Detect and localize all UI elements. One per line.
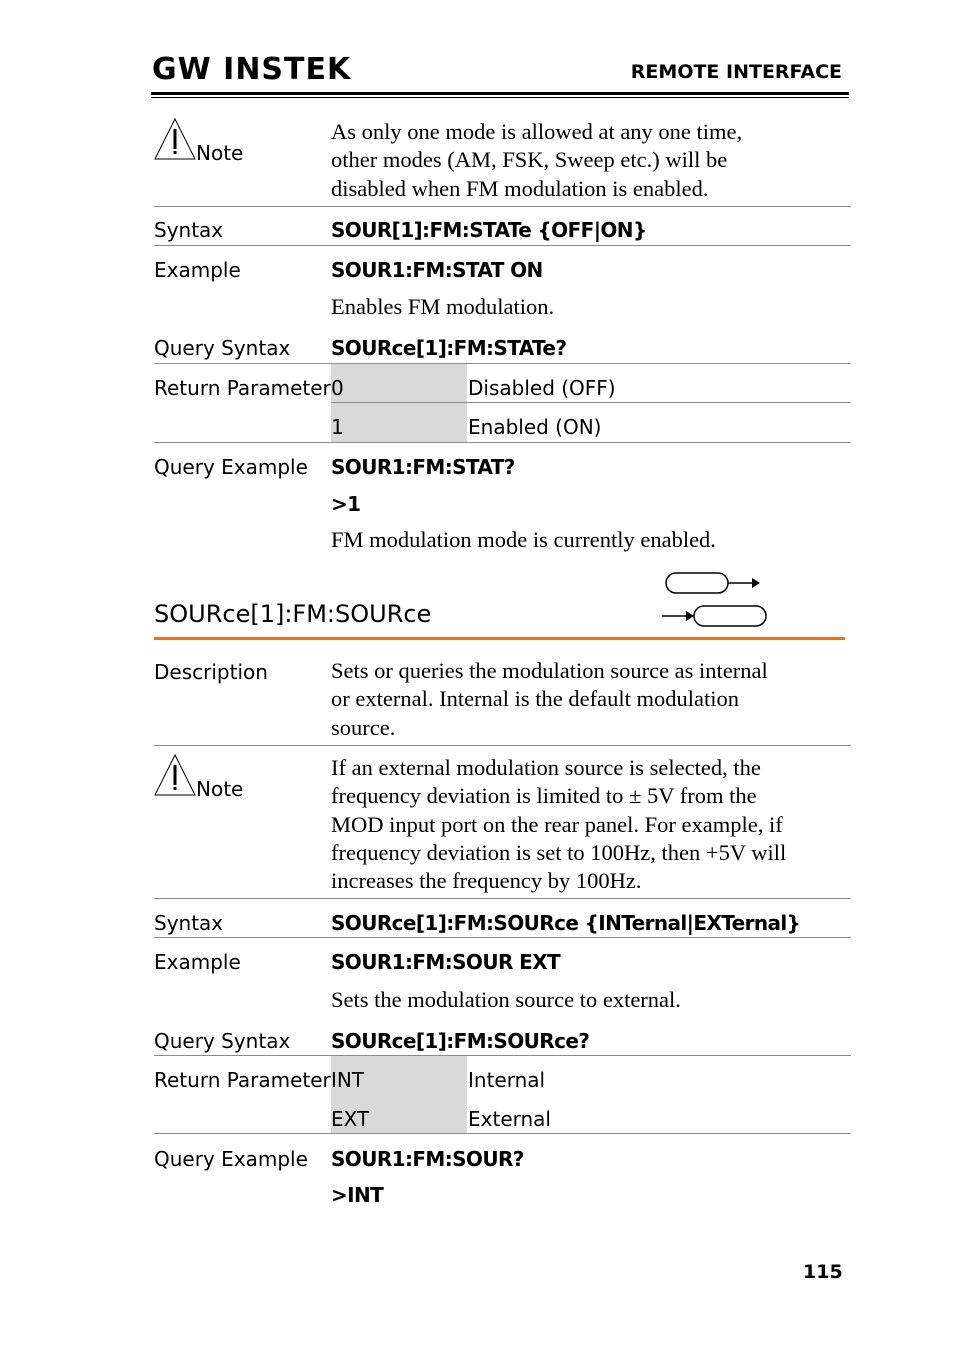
return-description: Disabled (OFF) (468, 376, 616, 400)
section-rule (154, 637, 845, 640)
description-text: Sets or queries the modulation source as internal or external. Internal is the default modulation source. (331, 658, 768, 740)
return-value: INT (331, 1068, 365, 1092)
section-title: REMOTE INTERFACE (630, 61, 842, 83)
divider (154, 937, 851, 938)
query-example-command: SOUR1:FM:SOUR? (331, 1147, 524, 1171)
syntax-command: SOUR[1]:FM:STATe {OFF|ON} (331, 218, 647, 242)
divider (154, 245, 851, 246)
divider (154, 1133, 851, 1134)
note-text: If an external modulation source is selected, the frequency deviation is limited to ± 5V from the MOD input port on the rear panel. For example, if frequency deviation is set to 100Hz, then +5V will increases the frequency by 100Hz. (331, 755, 787, 894)
query-response: >1 (331, 492, 361, 516)
query-syntax-command: SOURce[1]:FM:SOURce? (331, 1029, 590, 1053)
warning-icon (153, 117, 197, 161)
query-syntax-label: Query Syntax (154, 1029, 291, 1053)
syntax-command: SOURce[1]:FM:SOURce {INTernal|EXTernal} (331, 911, 801, 935)
query-syntax-command: SOURce[1]:FM:STATe? (331, 336, 567, 360)
section-heading: SOURce[1]:FM:SOURce (154, 600, 432, 628)
divider (154, 745, 851, 746)
query-example-command: SOUR1:FM:STAT? (331, 455, 515, 479)
return-value: 1 (331, 415, 344, 439)
query-description: FM modulation mode is currently enabled. (331, 527, 716, 552)
query-example-label: Query Example (154, 455, 308, 479)
page-number: 115 (803, 1261, 843, 1283)
note-label: Note (196, 141, 244, 165)
return-value-shade (331, 364, 467, 442)
syntax-label: Syntax (154, 218, 224, 242)
divider (154, 363, 851, 364)
query-syntax-label: Query Syntax (154, 336, 291, 360)
return-parameter-label: Return Parameter (154, 1068, 331, 1092)
return-parameter-label: Return Parameter (154, 376, 331, 400)
example-label: Example (154, 258, 241, 282)
return-value: EXT (331, 1107, 370, 1131)
brand-logo: GW INSTEK (152, 52, 352, 87)
example-command: SOUR1:FM:STAT ON (331, 258, 543, 282)
example-command: SOUR1:FM:SOUR EXT (331, 950, 561, 974)
example-description: Enables FM modulation. (331, 294, 555, 319)
note-label: Note (196, 777, 244, 801)
divider (154, 206, 851, 207)
return-description: External (468, 1107, 551, 1131)
divider (154, 442, 851, 443)
divider (154, 898, 851, 899)
example-description: Sets the modulation source to external. (331, 987, 681, 1012)
note-text: As only one mode is allowed at any one time, other modes (AM, FSK, Sweep etc.) will be disabled when FM modulation is enabled. (331, 119, 743, 201)
set-query-icon (660, 570, 770, 630)
syntax-label: Syntax (154, 911, 224, 935)
return-description: Internal (468, 1068, 546, 1092)
return-value: 0 (331, 376, 344, 400)
divider (154, 1055, 851, 1056)
warning-icon (153, 753, 197, 797)
query-response: >INT (331, 1183, 384, 1207)
description-label: Description (154, 660, 268, 684)
return-description: Enabled (ON) (468, 415, 602, 439)
divider (331, 402, 851, 403)
header-rule-thin (151, 97, 849, 98)
header-rule (151, 92, 849, 95)
query-example-label: Query Example (154, 1147, 308, 1171)
example-label: Example (154, 950, 241, 974)
